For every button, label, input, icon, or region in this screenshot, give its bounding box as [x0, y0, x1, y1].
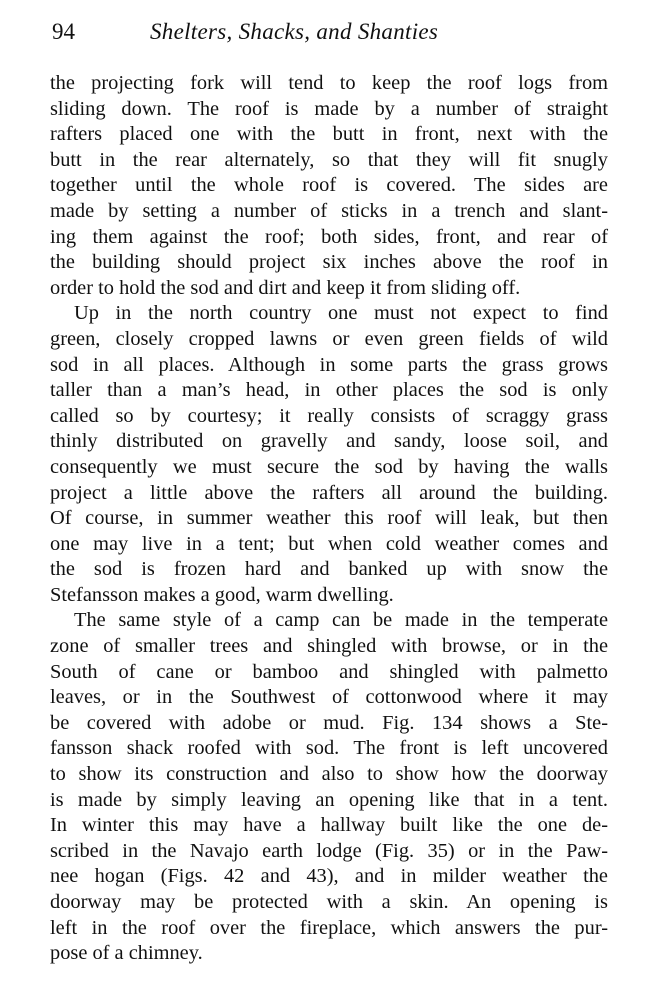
text-line: doorway may be protected with a skin. An opening is [50, 891, 608, 913]
text-line: In winter this may have a hallway built like the one de- [50, 814, 608, 837]
text-line: pose of a chimney. [50, 942, 203, 965]
text-line: the sod is frozen hard and banked up with snow the [50, 558, 608, 581]
running-head [50, 14, 608, 54]
text-line: sliding down. The roof is made by a number of straight [50, 97, 608, 120]
page-number: 94 [52, 19, 75, 44]
paragraph [50, 608, 608, 966]
text-line: be covered with adobe or mud. Fig. 134 shows a Ste- [50, 711, 608, 734]
text-line: called so by courtesy; it really consists of scraggy grass [50, 404, 608, 427]
text-line: sod in all places. Although in some parts the grass grows [50, 353, 608, 376]
text-line: nee hogan (Figs. 42 and 43), and in milder weather the [50, 865, 608, 888]
running-title: Shelters, Shacks, and Shanties [150, 19, 439, 44]
text-line: together until the whole roof is covered. The sides are [50, 174, 608, 197]
text-line: to show its construction and also to show how the doorway [50, 763, 608, 786]
text-line: consequently we must secure the sod by having the walls [50, 455, 608, 478]
text-line: South of cane or bamboo and shingled with palmetto [50, 660, 608, 683]
text-line: is made by simply leaving an opening like that in a tent. [50, 788, 608, 811]
text-line: Stefansson makes a good, warm dwelling. [50, 583, 394, 606]
text-line: the building should project six inches above the roof in [50, 251, 608, 274]
text-line: fansson shack roofed with sod. The front is left uncovered [50, 737, 608, 760]
text-line: leaves, or in the Southwest of cottonwood where it may [50, 686, 608, 709]
text-line: the projecting fork will tend to keep the roof logs from [50, 72, 608, 94]
text-line: order to hold the sod and dirt and keep it from sliding off. [50, 276, 521, 299]
text-line: green, closely cropped lawns or even green fields of wild [50, 327, 608, 350]
text-line: Of course, in summer weather this roof will leak, but then [50, 507, 608, 530]
text-line: scribed in the Navajo earth lodge (Fig. 35) or in the Paw- [50, 839, 608, 862]
text-line: rafters placed one with the butt in front, next with the [50, 123, 608, 146]
text-line: ing them against the roof; both sides, front, and rear of [50, 225, 608, 248]
text-line: butt in the rear alternately, so that they will fit snugly [50, 148, 608, 171]
paragraph [50, 71, 608, 301]
text-line: made by setting a number of sticks in a trench and slant- [50, 199, 608, 222]
text-line: project a little above the rafters all around the building. [50, 481, 608, 504]
text-line: left in the roof over the fireplace, which answers the pur- [50, 916, 608, 939]
text-line: The same style of a camp can be made in the temperate [74, 609, 608, 632]
text-line: Up in the north country one must not expect to find [74, 302, 608, 325]
text-line: zone of smaller trees and shingled with browse, or in the [50, 635, 608, 658]
body-text [50, 71, 608, 967]
paragraph [50, 301, 608, 608]
text-line: one may live in a tent; but when cold weather comes and [50, 532, 608, 555]
text-line: thinly distributed on gravelly and sandy, loose soil, and [50, 430, 608, 453]
text-line: taller than a man’s head, in other places the sod is only [50, 379, 608, 402]
